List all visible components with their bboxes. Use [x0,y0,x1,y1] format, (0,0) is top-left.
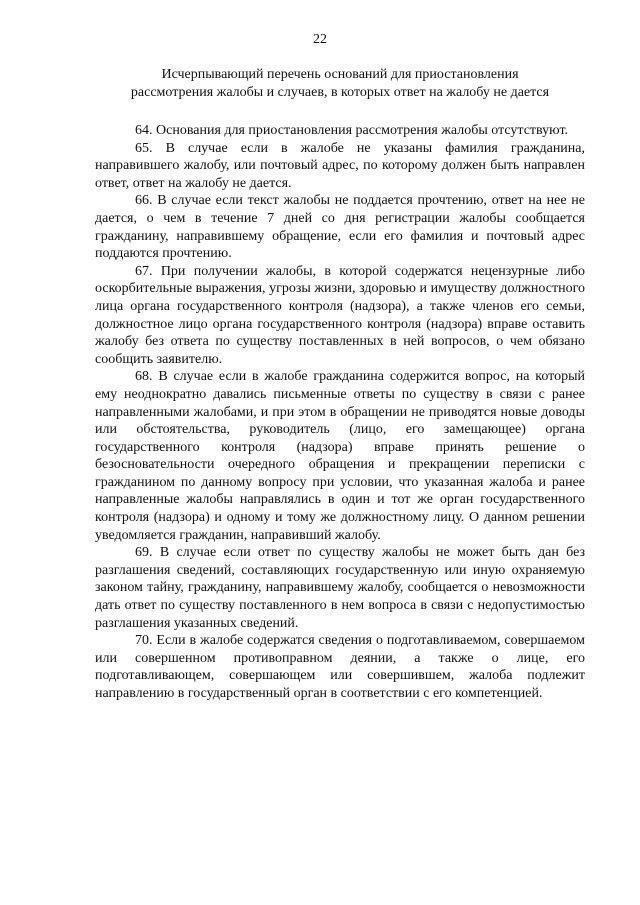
paragraph-number: 67. [135,263,153,279]
paragraph-number: 66. [135,193,153,209]
paragraph-text: При получении жалобы, в которой содержатся нецензурные либо оскорбительные выражения, угрозы жизни, здоровью и имуществу должностного лица органа государственного контроля (надзора), а также членов его семьи, должностное лицо органа государственного контроля (надзора) вправе оставить жалобу без ответа по существу поставленных в ней вопросов, о чем обязано сообщить заявителю. [95,263,585,367]
paragraph-number: 70. [135,633,153,649]
paragraph-70 [95,632,585,702]
paragraph-number: 64. [135,123,153,138]
paragraph-text: В случае если в жалобе гражданина содержится вопрос, на который ему неоднократно давались письменные ответы по существу в связи с ранее направленными жалобами, и при этом в обращении не приводятся новые доводы или обстоятельства, руководитель (лицо, его замещающее) органа государственного контроля (надзора) вправе принять решение о безосновательности очередного обращения и прекращении переписки с гражданином по данному вопросу при условии, что указанная жалоба и ранее направленные жалобы направлялись в один и тот же орган государственного контроля (надзора) и одному и тому же должностному лицу. О данном решении уведомляется гражданин, направивший жалобу. [95,369,585,543]
page-number: 22 [313,32,327,47]
paragraph-64 [95,122,585,140]
paragraph-text: В случае если ответ по существу жалобы не может быть дан без разглашения сведений, составляющих государственную или иную охраняемую законом тайну, гражданину, направившему жалобу, сообщается о невозможности дать ответ по существу поставленного в нем вопроса в связи с недопустимостью разглашения указанных сведений. [95,545,585,631]
paragraph-number: 68. [135,369,153,385]
section-title-line-1: Исчерпывающий перечень оснований для приостановления [161,67,519,82]
paragraph-66 [95,192,585,262]
paragraph-number: 65. [135,140,153,156]
section-title [95,66,585,102]
paragraph-text: В случае если в жалобе не указаны фамилия гражданина, направившего жалобу, или почтовый адрес, по которому должен быть направлен ответ, ответ на жалобу не дается. [95,140,586,191]
paragraph-text: Если в жалобе содержатся сведения о подготавливаемом, совершаемом или совершенном противоправном деянии, а также о лице, его подготавливающем, совершающем или совершившем, жалоба подлежит направлению в государственный орган в соответствии с его компетенцией. [95,633,585,701]
paragraph-text: В случае если текст жалобы не поддается прочтению, ответ на нее не дается, о чем в течение 7 дней со дня регистрации жалобы сообщается гражданину, направившему обращение, если его фамилия и почтовый адрес поддаются прочтению. [95,193,585,262]
paragraph-65 [95,140,585,193]
paragraph-68 [95,368,585,544]
paragraph-number: 69. [135,545,153,561]
document-body [95,122,585,703]
section-title-line-2: рассмотрения жалобы и случаев, в которых ответ на жалобу не дается [130,85,550,100]
paragraph-67 [95,263,585,369]
paragraph-69 [95,544,585,632]
paragraph-text: Основания для приостановления рассмотрения жалобы отсутствуют. [156,123,569,138]
